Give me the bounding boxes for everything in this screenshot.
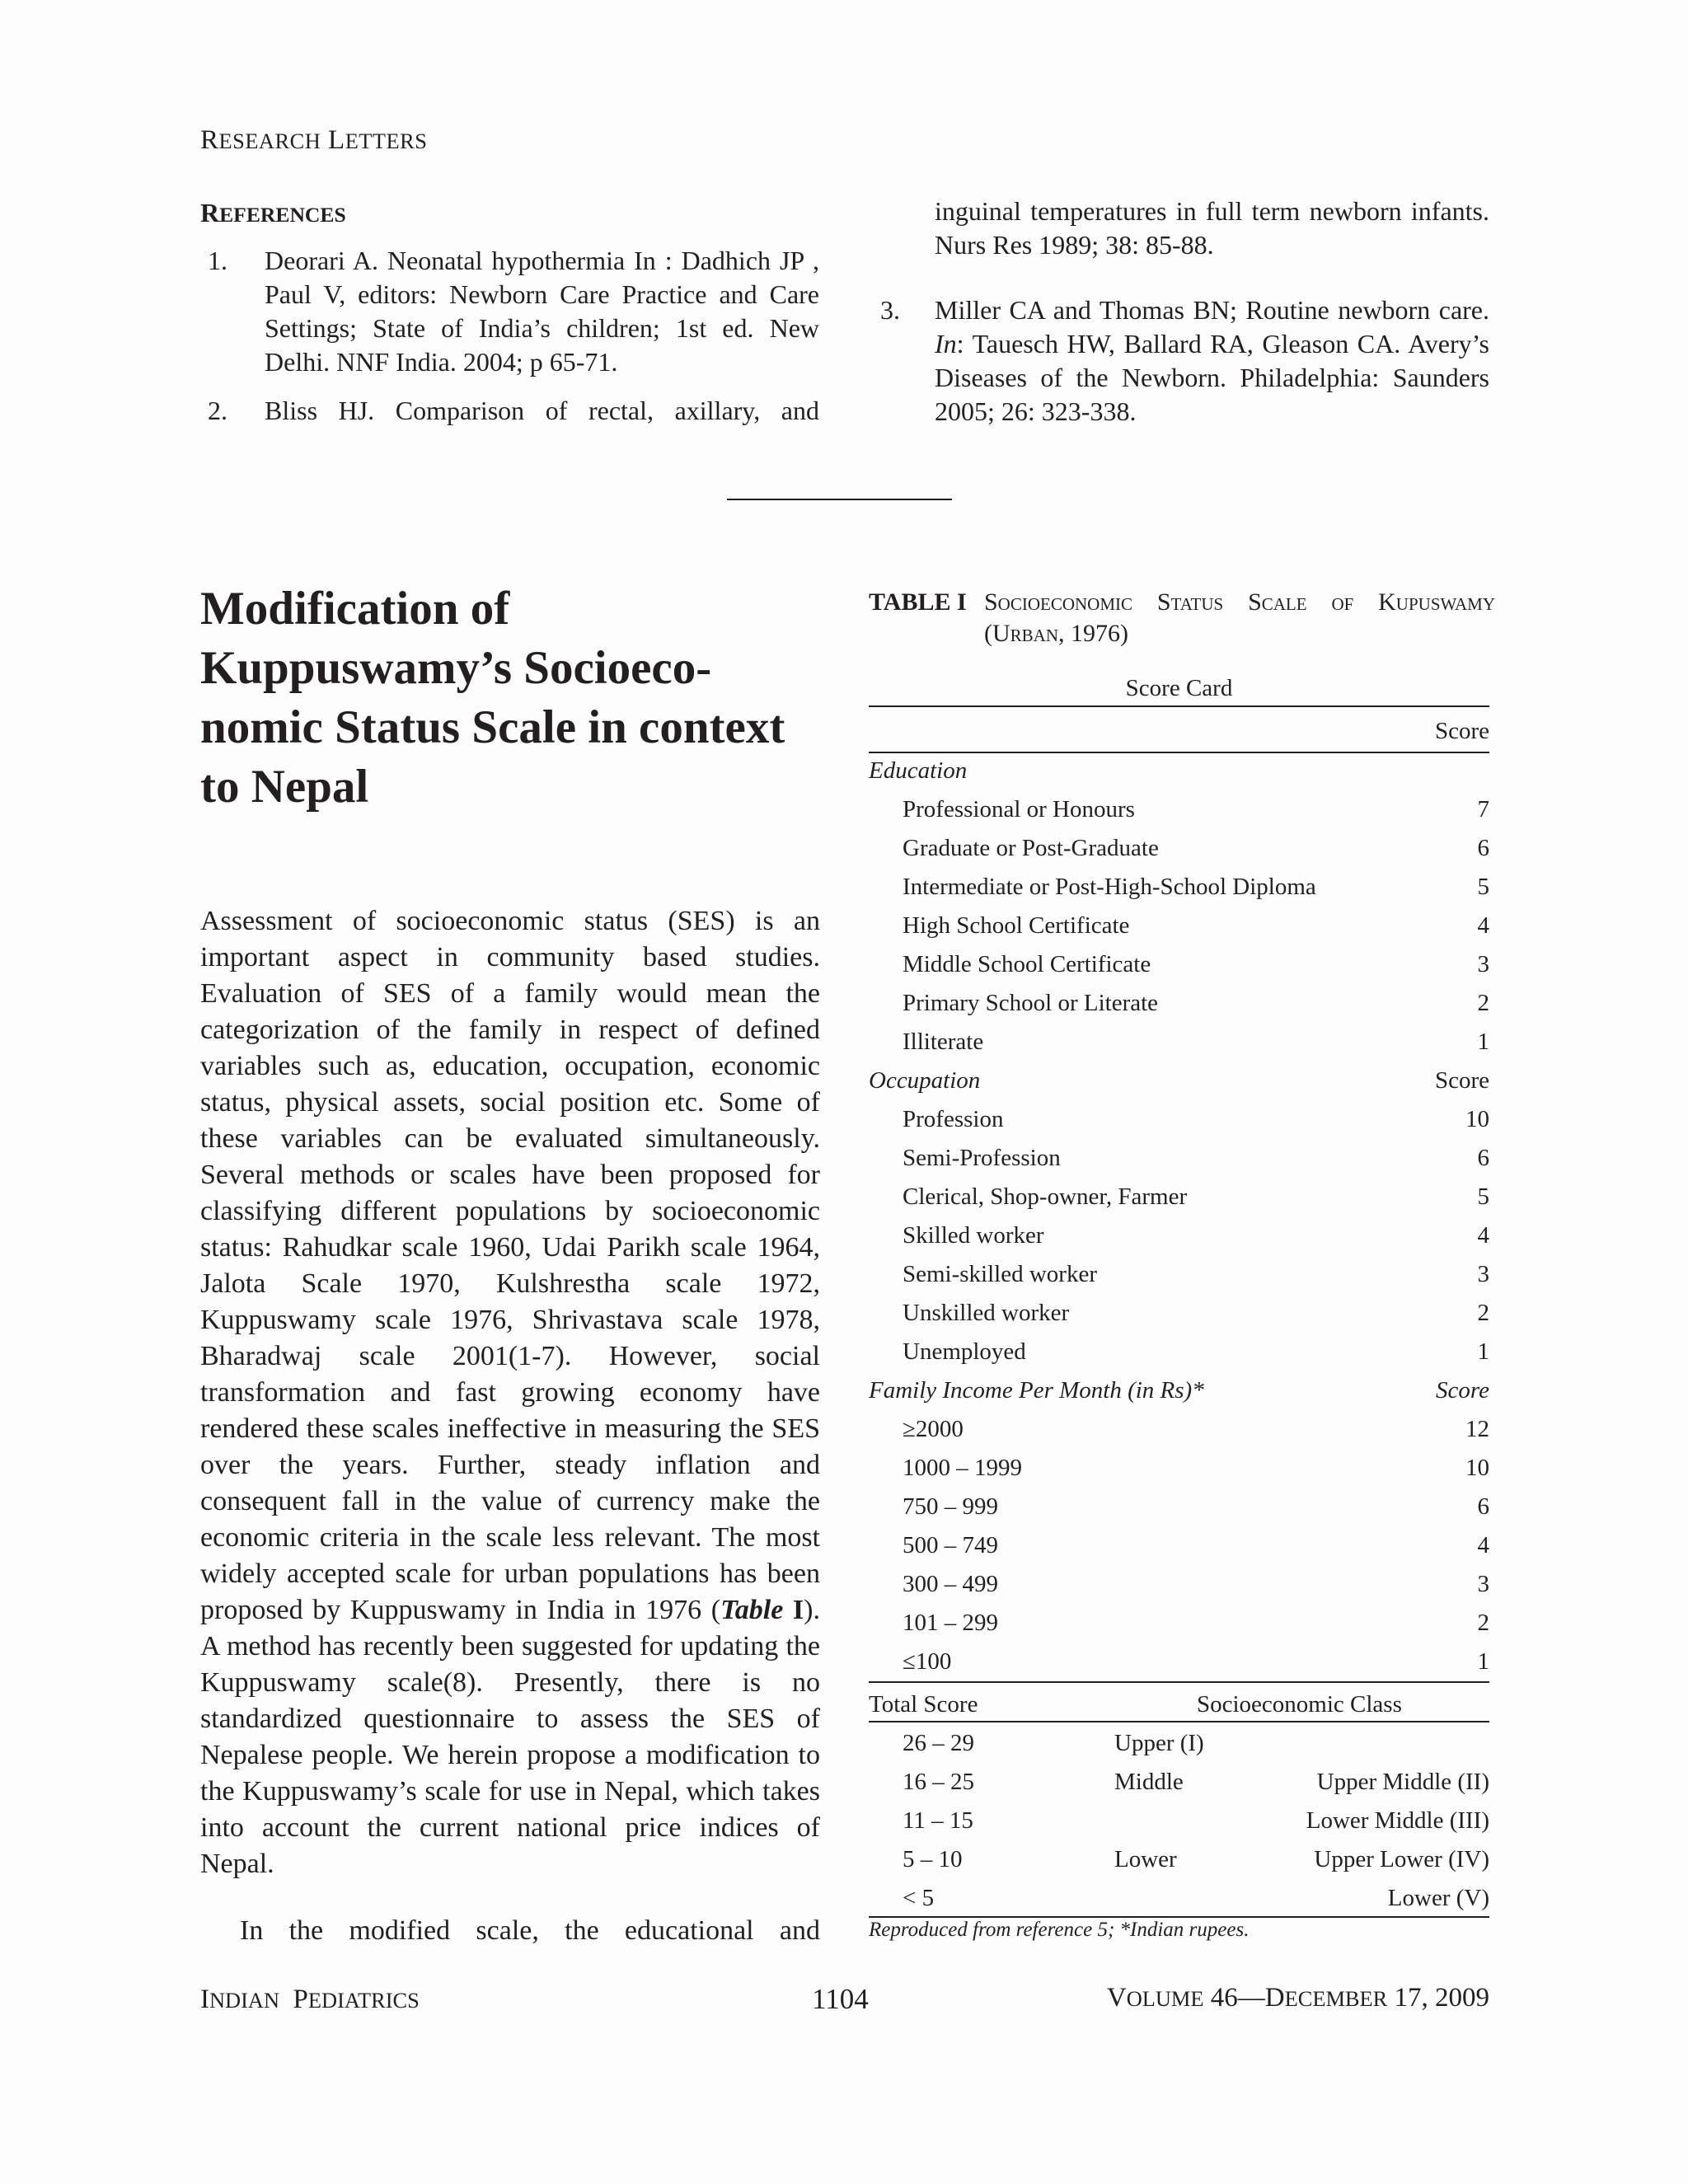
- reference-number: 2.: [208, 396, 227, 425]
- table-row: ≥2000 12: [903, 1416, 1489, 1442]
- table-section-education: Education: [869, 757, 968, 784]
- table-score-card-heading: Score Card: [1125, 675, 1233, 701]
- table-row: 750 – 999 6: [903, 1493, 1489, 1520]
- table-row: Graduate or Post-Graduate 6: [903, 835, 1489, 861]
- running-header: RESEARCH LETTERS: [200, 125, 428, 155]
- table-row: 16 – 25 Middle Upper Middle (II): [903, 1769, 1489, 1795]
- table-row: Semi-skilled worker 3: [903, 1261, 1489, 1287]
- reference-number: 1.: [208, 246, 227, 275]
- footer-volume-date: VOLUME 46—DECEMBER 17, 2009: [1106, 1983, 1489, 2013]
- table-row: 500 – 749 4: [903, 1532, 1489, 1558]
- table-rule: [869, 1721, 1489, 1722]
- table-row: Professional or Honours 7: [903, 796, 1489, 823]
- section-divider: [727, 499, 952, 500]
- references-heading: REFERENCES: [200, 198, 346, 227]
- article-title: Modification of Kuppuswamy’s Socioeco-nomic Status Scale in context to Nepal: [200, 583, 785, 813]
- body-paragraph: Assessment of socioeconomic status (SES) is an important aspect in community based studies. Evaluation of SES of a family would mean the categorization of the family in respect of defined variables such as, education, occupation, economic status, physical assets, social position etc. Some of these variables can be evaluated simultaneously. Several methods or scales have been proposed for classifying different populations by socioeconomic status: Rahudkar scale 1960, Udai Parikh scale 1964, Jalota Scale 1970, Kulshrestha scale 1972, Kuppuswamy scale 1976, Shrivastava scale 1978, Bharadwaj scale 2001(1-7). However, social transformation and fast growing economy have rendered these scales ineffective in measuring the SES over the years. Further, steady inflation and consequent fall in the value of currency make the economic criteria in the scale less relevant. The most widely accepted scale for urban populations has been proposed by Kuppuswamy in India in 1976 (Table I). A method has recently been suggested for updating the Kuppuswamy scale(8). Presently, there is no standardized questionnaire to assess the SES of Nepalese people. We herein propose a modification to the Kuppuswamy’s scale for use in Nepal, which takes into account the current national price indices of Nepal.: [200, 906, 820, 1879]
- reference-item-continued: inguinal temperatures in full term newborn infants. Nurs Res 1989; 38: 85-88.: [935, 196, 1489, 260]
- table-row: Primary School or Literate 2: [903, 990, 1489, 1016]
- table-section-income: Family Income Per Month (in Rs)* Score: [869, 1377, 1489, 1404]
- table-row: 11 – 15 Lower Middle (III): [903, 1807, 1489, 1834]
- table-row: 26 – 29 Upper (I): [903, 1730, 1204, 1756]
- table-row: Unskilled worker 2: [903, 1300, 1489, 1326]
- footer-journal-name: INDIAN PEDIATRICS: [200, 1985, 420, 2014]
- table-row: 5 – 10 Lower Upper Lower (IV): [903, 1846, 1489, 1872]
- table-rule: [869, 1681, 1489, 1683]
- table-footnote: Reproduced from reference 5; *Indian rupees.: [869, 1919, 1250, 1941]
- table-class-header-row: Total Score Socioeconomic Class: [869, 1691, 1402, 1718]
- table-row: Unemployed 1: [903, 1338, 1489, 1365]
- table-row: Profession 10: [903, 1106, 1489, 1132]
- table-title: Socioeconomic Status Scale of Kupuswamy (Urban, 1976): [984, 588, 1495, 647]
- table-rule: [869, 1916, 1489, 1918]
- table-row: 101 – 299 2: [903, 1610, 1489, 1636]
- table-section-occupation: Occupation Score: [869, 1067, 1489, 1094]
- table-label: TABLE I: [869, 588, 967, 616]
- table-row: Skilled worker 4: [903, 1222, 1489, 1249]
- table-row: Clerical, Shop-owner, Farmer 5: [903, 1183, 1489, 1210]
- table-row: 300 – 499 3: [903, 1571, 1489, 1597]
- table-row: High School Certificate 4: [903, 912, 1489, 939]
- table-row: Illiterate 1: [903, 1029, 1489, 1055]
- reference-item: Bliss HJ. Comparison of rectal, axillary, and: [265, 396, 819, 425]
- table-score-header-row: Score: [1434, 718, 1489, 744]
- reference-item: Deorari A. Neonatal hypothermia In : Dadhich JP , Paul V, editors: Newborn Care Practice and Care Settings; State of India’s children; 1st ed. New Delhi. NNF India. 2004; p 65-71.: [265, 246, 819, 377]
- table-row: Semi-Profession 6: [903, 1145, 1489, 1171]
- table-rule: [869, 705, 1489, 707]
- table-row: Intermediate or Post-High-School Diploma 5: [903, 874, 1489, 900]
- table-row: Middle School Certificate 3: [903, 951, 1489, 977]
- reference-item: Miller CA and Thomas BN; Routine newborn care. In: Tauesch HW, Ballard RA, Gleason CA. Avery’s Diseases of the Newborn. Philadelphia: Saunders 2005; 26: 323-338.: [935, 295, 1489, 426]
- footer-page-number: 1104: [812, 1983, 869, 2015]
- reference-number: 3.: [880, 295, 900, 325]
- table-row: ≤100 1: [903, 1648, 1489, 1675]
- table-row: 1000 – 1999 10: [903, 1455, 1489, 1481]
- body-paragraph: In the modified scale, the educational and: [240, 1915, 820, 1946]
- table-row: < 5 Lower (V): [903, 1885, 1489, 1911]
